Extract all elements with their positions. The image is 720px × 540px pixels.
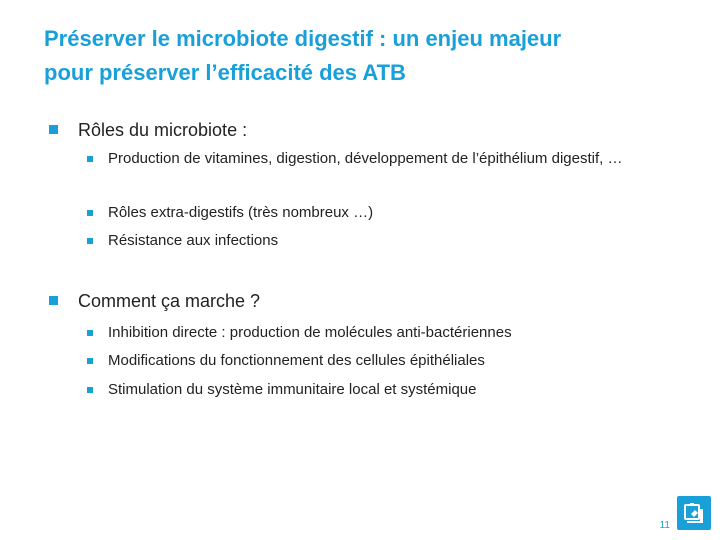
list-item-text: Résistance aux infections (108, 232, 279, 249)
square-bullet-icon (87, 238, 93, 244)
list-item-text: Modifications du fonctionnement des cellules épithéliales (108, 352, 485, 369)
list-item-text: Inhibition directe : production de molécules anti-bactériennes (108, 324, 512, 341)
list-item-text: Production de vitamines, digestion, développement de l’épithélium digestif, … (108, 150, 623, 167)
square-bullet-icon (87, 387, 93, 393)
page-number: 11 (659, 520, 670, 531)
slide-title-line-1: Préserver le microbiote digestif : un enjeu majeur (44, 26, 562, 51)
section-label: Rôles du microbiote : (78, 120, 248, 140)
slide-title-line-2: pour préserver l’efficacité des ATB (44, 60, 406, 85)
list-item-text: Rôles extra-digestifs (très nombreux …) (108, 204, 374, 221)
square-bullet-icon (87, 330, 93, 336)
square-bullet-icon (49, 125, 58, 134)
square-bullet-icon (87, 156, 93, 162)
square-bullet-icon (87, 210, 93, 216)
slide-title (44, 22, 684, 90)
section-label: Comment ça marche ? (78, 291, 261, 311)
square-bullet-icon (49, 296, 58, 305)
list-item-text: Stimulation du système immunitaire local et systémique (108, 381, 477, 398)
pharmacy-logo-icon (677, 496, 711, 530)
square-bullet-icon (87, 358, 93, 364)
